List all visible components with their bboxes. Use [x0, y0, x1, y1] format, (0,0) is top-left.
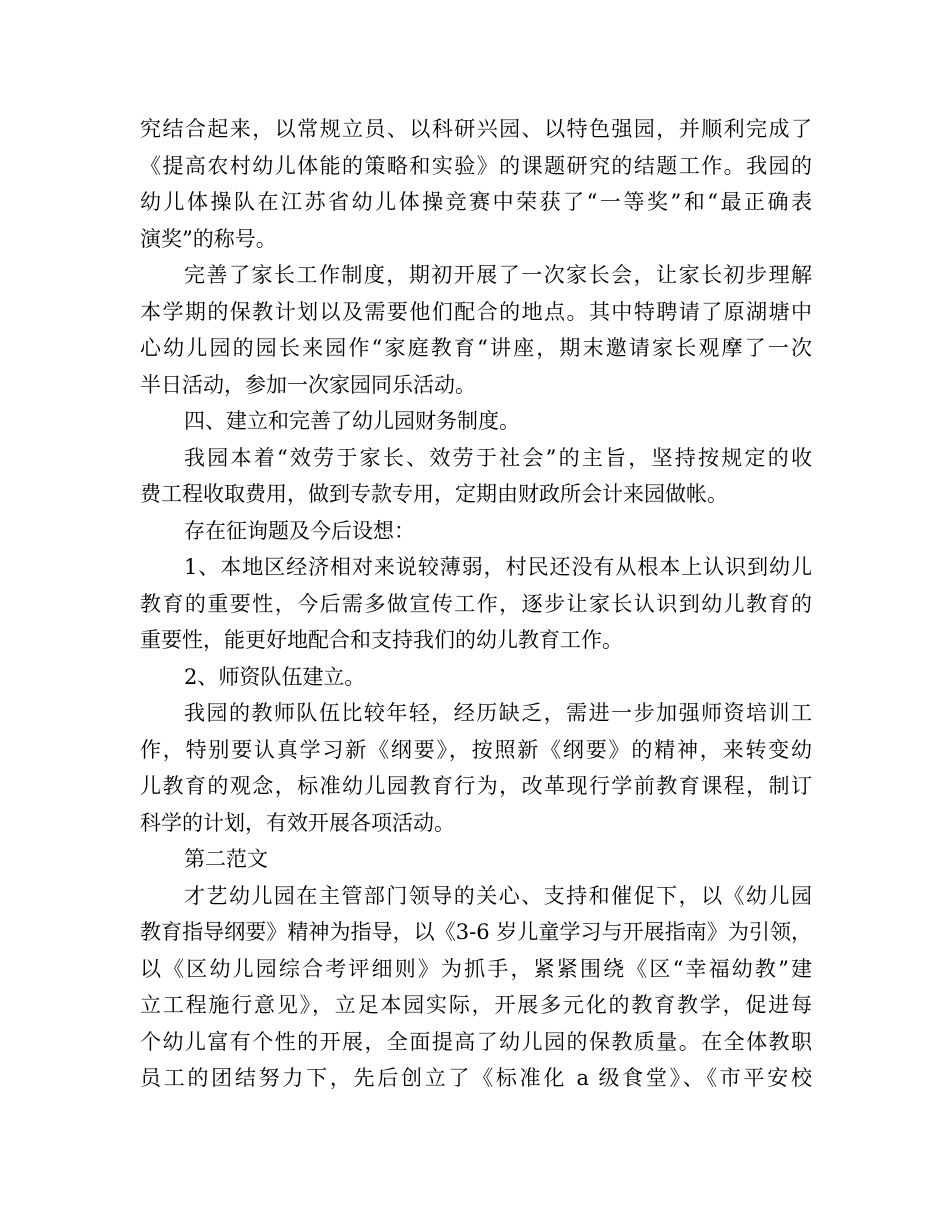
text-line: 个幼儿富有个性的开展，全面提高了幼儿园的保教质量。在全体教职 [140, 1029, 812, 1054]
text-line: 员工的团结努力下，先后创立了《标准化 a 级食堂》、《市平安校 [140, 1066, 812, 1090]
text-line: 我园的教师队伍比较年轻，经历缺乏，需进一步加强师资培训工 [184, 701, 812, 725]
text-line: 教育的重要性，今后需多做宣传工作，逐步让家长认识到幼儿教育的 [140, 591, 812, 616]
text-line: 科学的计划，有效开展各项活动。 [140, 810, 455, 835]
text-line: 究结合起来，以常规立员、以科研兴园、以特色强园，并顺利完成了 [140, 117, 812, 141]
text-line: 四、建立和完善了幼儿园财务制度。 [184, 409, 520, 433]
text-line: 作，特别要认真学习新《纲要》，按照新《纲要》的精神，来转变幼 [140, 737, 812, 762]
text-line: 演奖”的称号。 [140, 226, 277, 251]
text-line: 心幼儿园的园长来园作“家庭教育“讲座，期末邀请家长观摩了一次 [140, 336, 812, 360]
text-line: 重要性，能更好地配合和支持我们的幼儿教育工作。 [140, 628, 623, 652]
text-line: 我园本着“效劳于家长、效劳于社会”的主旨，坚持按规定的收 [184, 445, 812, 470]
text-line: 1、本地区经济相对来说较薄弱，村民还没有从根本上认识到幼儿 [184, 555, 812, 579]
text-line: 半日活动，参加一次家园同乐活动。 [140, 372, 476, 397]
text-line: 儿教育的观念，标准幼儿园教育行为，改革现行学前教育课程，制订 [140, 774, 812, 798]
text-line: 幼儿体操队在江苏省幼儿体操竞赛中荣获了“一等奖”和“最正确表 [140, 190, 812, 214]
text-line: 2、师资队伍建立。 [184, 664, 366, 689]
text-line: 立工程施行意见》，立足本园实际，开展多元化的教育教学，促进每 [140, 993, 812, 1017]
text-line: 《提高农村幼儿体能的策略和实验》的课题研究的结题工作。我园的 [140, 153, 812, 178]
text-line: 完善了家长工作制度，期初开展了一次家长会，让家长初步理解 [184, 263, 812, 287]
text-line: 本学期的保教计划以及需要他们配合的地点。其中特聘请了原湖塘中 [140, 299, 812, 324]
text-line: 费工程收取费用，做到专款专用，定期由财政所会计来园做帐。 [140, 482, 728, 506]
text-line: 存在征询题及今后设想： [184, 518, 415, 543]
text-line: 第二范文 [184, 847, 268, 871]
text-line: 教育指导纲要》精神为指导，以《3-6 岁儿童学习与开展指南》为引领， [140, 920, 812, 944]
text-line: 以《区幼儿园综合考评细则》为抓手，紧紧围绕《区“幸福幼教”建 [140, 956, 812, 981]
document-body [140, 111, 812, 1097]
text-line: 才艺幼儿园在主管部门领导的关心、支持和催促下，以《幼儿园 [184, 883, 812, 908]
